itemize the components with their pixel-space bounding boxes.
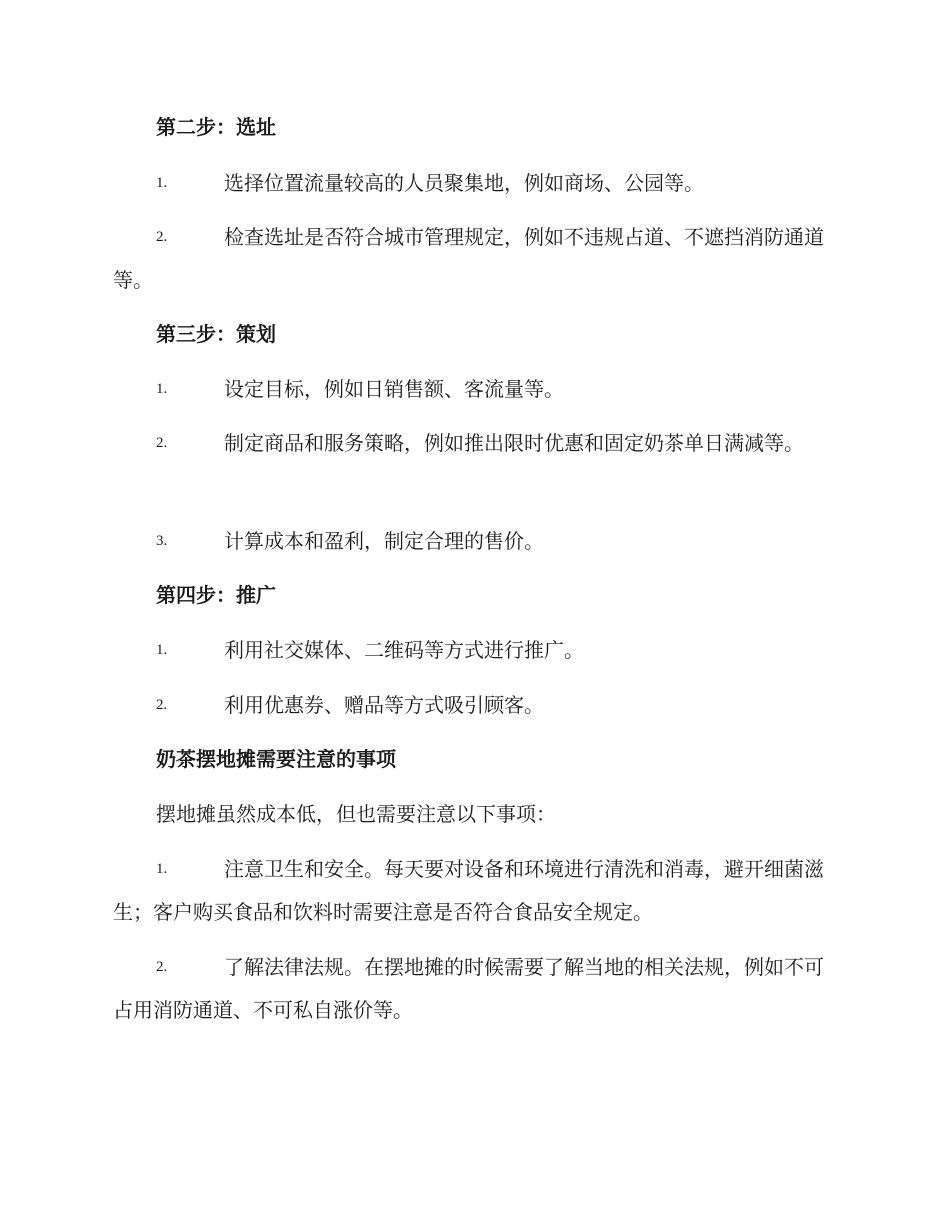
list-number: 1. — [156, 175, 168, 191]
list-item — [113, 422, 833, 465]
section-heading-step4: 第四步：推广 — [156, 583, 276, 607]
list-number: 1. — [156, 642, 168, 658]
list-item — [113, 520, 833, 563]
section-heading-step3: 第三步：策划 — [156, 322, 276, 346]
list-item — [113, 629, 833, 672]
list-number: 2. — [156, 959, 168, 975]
section-heading-step2: 第二步：选址 — [156, 115, 276, 139]
list-item — [113, 162, 833, 205]
notes-heading: 奶茶摆地摊需要注意的事项 — [156, 747, 396, 771]
list-item — [113, 216, 833, 302]
list-item-text: 了解法律法规。在摆地摊的时候需要了解当地的相关法规，例如不可占用消防通道、不可私自涨价等。 — [113, 955, 824, 1022]
list-item-text: 检查选址是否符合城市管理规定，例如不违规占道、不遮挡消防通道等。 — [113, 225, 824, 292]
list-item-text: 利用优惠券、赠品等方式吸引顾客。 — [224, 693, 544, 717]
list-number: 2. — [156, 435, 168, 451]
list-item — [113, 368, 833, 411]
list-item-text: 注意卫生和安全。每天要对设备和环境进行清洗和消毒，避开细菌滋生；客户购买食品和饮料时需要注意是否符合食品安全规定。 — [113, 857, 824, 924]
list-number: 1. — [156, 861, 168, 877]
list-number: 3. — [156, 533, 168, 549]
list-number: 2. — [156, 697, 168, 713]
list-item — [113, 848, 833, 934]
list-item-text: 制定商品和服务策略，例如推出限时优惠和固定奶茶单日满减等。 — [224, 431, 804, 455]
list-item — [113, 684, 833, 727]
list-item-text: 设定目标，例如日销售额、客流量等。 — [224, 377, 564, 401]
list-item-text: 选择位置流量较高的人员聚集地，例如商场、公园等。 — [224, 171, 704, 195]
list-number: 2. — [156, 229, 168, 245]
list-item-text: 利用社交媒体、二维码等方式进行推广。 — [224, 638, 584, 662]
list-item — [113, 946, 833, 1032]
list-item-text: 计算成本和盈利，制定合理的售价。 — [224, 529, 544, 553]
notes-intro — [113, 793, 833, 836]
notes-intro-text: 摆地摊虽然成本低，但也需要注意以下事项： — [156, 802, 556, 826]
list-number: 1. — [156, 381, 168, 397]
